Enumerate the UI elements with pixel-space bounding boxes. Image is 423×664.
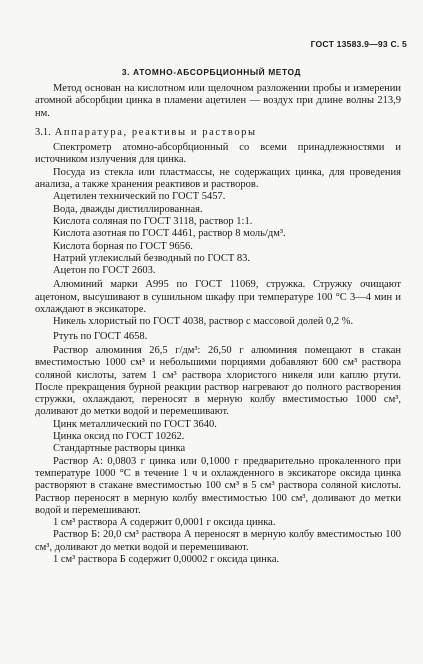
item-paragraph: Цинка оксид по ГОСТ 10262. [53,431,185,443]
intro-paragraph: Метод основан на кислотном или щелочном разложении пробы и измерении атомной абсорбции цинка в пламени ацетилен — воздух при длине волны 213,9 нм. [35,83,401,119]
item-paragraph: Кислота борная по ГОСТ 9656. [53,240,193,252]
item-paragraph: Посуда из стекла или пластмассы, не содержащих цинка, для проведения анализа, а также хранения реактивов и растворов. [35,166,401,191]
subsection-number: 3.1. [35,126,51,138]
item-paragraph: 1 см³ раствора Б содержит 0,00002 г оксида цинка. [53,553,280,565]
item-paragraph: Раствор Б: 20,0 см³ раствора А переносят в мерную колбу вместимостью 100 см³, доливают до метки водой и перемешивают. [35,529,401,553]
item-paragraph: Раствор алюминия 26,5 г/дм³: 26,50 г алюминия помещают в стакан вместимостью 1000 см³ и небольшими порциями добавляют 600 см³ раствора соляной кислоты, затем 1 см³ раствора хлористого никеля или каплю ртути. После прекращения бурной реакции раствор нагревают до полного растворения стружки, охлаждают, переносят в мерную колбу вместимостью 1000 см³, доливают до метки водой и перемешивают. [35,344,401,418]
item-paragraph: Ртуть по ГОСТ 4658. [53,330,148,342]
subsection-title: Аппаратура, реактивы и растворы [54,126,257,138]
item-paragraph: Ацетилен технический по ГОСТ 5457. [53,191,226,203]
item-paragraph: Алюминий марки А995 по ГОСТ 11069, стружка. Стружку очищают ацетоном, высушивают в сушильном шкафу при температуре 100 °С 3—4 мин и охлаждают в эксикаторе. [35,279,401,316]
item-paragraph: Цинк металлический по ГОСТ 3640. [53,418,217,430]
section-title: 3. АТОМНО-АБСОРБЦИОННЫЙ МЕТОД [121,67,302,77]
item-paragraph: Раствор А: 0,0803 г цинка или 0,1000 г предварительно прокаленного при температуре 1000 °С в течение 1 ч и охлажденного в эксикаторе оксида цинка растворяют в стакане вместимостью 100 см³ в 5 см³ раствора соляной кислоты. Раствор переносят в мерную колбу вместимостью 100 см³, доливают до метки водой и перемешивают. [35,455,401,516]
subsection-heading [35,127,401,139]
item-paragraph: Кислота соляная по ГОСТ 3118, раствор 1:1. [53,215,253,227]
item-paragraph: Никель хлористый по ГОСТ 4038, раствор с массовой долей 0,2 %. [53,316,354,328]
item-paragraph: 1 см³ раствора А содержит 0,0001 г оксида цинка. [53,517,276,529]
item-paragraph: Кислота азотная по ГОСТ 4461, раствор 8 моль/дм³. [53,228,286,240]
page-header: ГОСТ 13583.9—93 С. 5 [310,39,407,49]
document-body [35,83,401,566]
item-paragraph: Ацетон по ГОСТ 2603. [53,265,156,277]
item-paragraph: Стандартные растворы цинка [53,443,186,455]
item-paragraph: Спектрометр атомно-абсорбционный со всеми принадлежностями и источником излучения для цинка. [35,142,401,166]
item-paragraph: Натрий углекислый безводный по ГОСТ 83. [53,252,251,264]
item-paragraph: Вода, дважды дистиллированная. [53,203,203,215]
